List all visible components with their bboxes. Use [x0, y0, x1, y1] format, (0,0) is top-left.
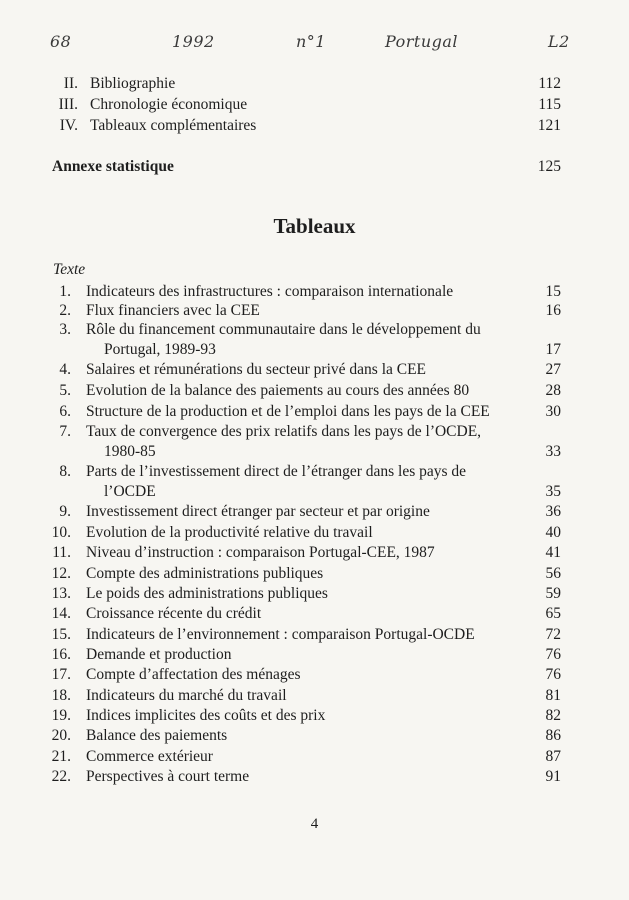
table-entry-label: Perspectives à court terme [86, 768, 250, 785]
table-entry-label: Compte d’affectation des ménages [86, 666, 301, 683]
table-entry-label: Indices implicites des coûts et des prix [86, 707, 326, 724]
table-entry-page: 41 [545, 544, 561, 561]
handwritten-country: Portugal [385, 32, 459, 51]
table-entry-number: 16. [51, 646, 71, 663]
table-entry-page: 35 [545, 483, 561, 500]
table-entry-number: 8. [59, 463, 71, 480]
handwritten-ref: L2 [548, 32, 570, 51]
table-entry-page: 59 [545, 585, 561, 602]
table-entry-page: 86 [545, 727, 561, 744]
table-entry-number: 2. [59, 302, 71, 319]
toc-row-label: Chronologie économique [90, 96, 248, 113]
table-entry-page: 27 [545, 361, 561, 378]
table-entry-page: 28 [545, 382, 561, 399]
toc-row-label: Tableaux complémentaires [90, 117, 257, 134]
page-number: 4 [310, 816, 319, 832]
table-entry-page: 76 [545, 666, 561, 683]
table-entry-page: 33 [545, 443, 561, 460]
table-entry-page: 16 [545, 302, 561, 319]
table-entry-page: 72 [545, 626, 561, 643]
toc-row-number: IV. [59, 117, 78, 134]
table-entry-label: Le poids des administrations publiques [86, 585, 328, 602]
table-entry-label: Rôle du financement communautaire dans le développement du [86, 321, 481, 338]
table-entry-label: Evolution de la balance des paiements au cours des années 80 [86, 382, 470, 399]
table-entry-page: 36 [545, 503, 561, 520]
table-entry-label: Balance des paiements [86, 727, 228, 744]
table-entry-number: 21. [51, 748, 71, 765]
table-entry-label-continued: Portugal, 1989-93 [104, 341, 216, 358]
toc-row-number: II. [63, 75, 78, 92]
subsection-label: Texte [53, 261, 86, 278]
table-entry-label: Commerce extérieur [86, 748, 213, 765]
table-entry-label: Demande et production [86, 646, 232, 663]
table-entry-number: 18. [51, 687, 71, 704]
table-entry-label: Parts de l’investissement direct de l’étranger dans les pays de [86, 463, 467, 480]
table-entry-number: 12. [51, 565, 71, 582]
table-entry-number: 15. [51, 626, 71, 643]
table-entry-label: Indicateurs de l’environnement : comparaison Portugal-OCDE [86, 626, 475, 643]
handwritten-code: 68 [50, 32, 72, 51]
annexe-statistique-page: 125 [537, 158, 561, 175]
table-entry-page: 30 [545, 403, 561, 420]
table-entry-label: Compte des administrations publiques [86, 565, 324, 582]
table-entry-page: 76 [545, 646, 561, 663]
table-entry-number: 20. [51, 727, 71, 744]
table-entry-number: 14. [51, 605, 71, 622]
table-entry-number: 19. [51, 707, 71, 724]
table-entry-label-continued: l’OCDE [104, 483, 156, 500]
handwritten-year: 1992 [172, 32, 215, 51]
table-entry-page: 82 [545, 707, 561, 724]
toc-row-page: 121 [537, 117, 561, 134]
handwritten-number: n°1 [296, 32, 326, 51]
table-entry-number: 1. [59, 283, 71, 300]
table-entry-label: Salaires et rémunérations du secteur privé dans la CEE [86, 361, 427, 378]
table-entry-number: 22. [51, 768, 71, 785]
toc-row-label: Bibliographie [90, 75, 176, 92]
table-entry-number: 6. [59, 403, 71, 420]
toc-row-page: 112 [538, 75, 561, 92]
table-entry-page: 87 [545, 748, 561, 765]
table-entry-number: 4. [59, 361, 71, 378]
table-entry-page: 56 [545, 565, 561, 582]
table-entry-label: Indicateurs du marché du travail [86, 687, 287, 704]
table-entry-page: 91 [545, 768, 561, 785]
table-entry-number: 9. [59, 503, 71, 520]
table-entry-page: 15 [545, 283, 561, 300]
table-entry-label: Evolution de la productivité relative du travail [86, 524, 373, 541]
table-entry-label: Taux de convergence des prix relatifs dans les pays de l’OCDE, [86, 423, 482, 440]
table-entry-number: 7. [59, 423, 71, 440]
table-entry-number: 5. [59, 382, 71, 399]
table-entry-label: Structure de la production et de l’emploi dans les pays de la CEE [86, 403, 490, 420]
table-entry-number: 11. [52, 544, 71, 561]
table-entry-label: Flux financiers avec la CEE [86, 302, 260, 319]
table-entry-page: 40 [545, 524, 561, 541]
toc-row-page: 115 [538, 96, 561, 113]
table-entry-number: 10. [51, 524, 71, 541]
table-entry-label: Investissement direct étranger par secteur et par origine [86, 503, 430, 520]
table-entry-number: 17. [51, 666, 71, 683]
table-entry-page: 17 [545, 341, 561, 358]
toc-row-number: III. [58, 96, 78, 113]
table-entry-page: 81 [545, 687, 561, 704]
section-title: Tableaux [273, 214, 356, 238]
table-entry-page: 65 [545, 605, 561, 622]
table-entry-label: Niveau d’instruction : comparaison Portugal-CEE, 1987 [86, 544, 435, 561]
table-entry-number: 13. [51, 585, 71, 602]
table-entry-label: Croissance récente du crédit [86, 605, 262, 622]
annexe-statistique-label: Annexe statistique [52, 158, 174, 175]
table-entry-number: 3. [59, 321, 71, 338]
table-entry-label: Indicateurs des infrastructures : comparaison internationale [86, 283, 454, 300]
table-entry-label-continued: 1980-85 [104, 443, 156, 460]
